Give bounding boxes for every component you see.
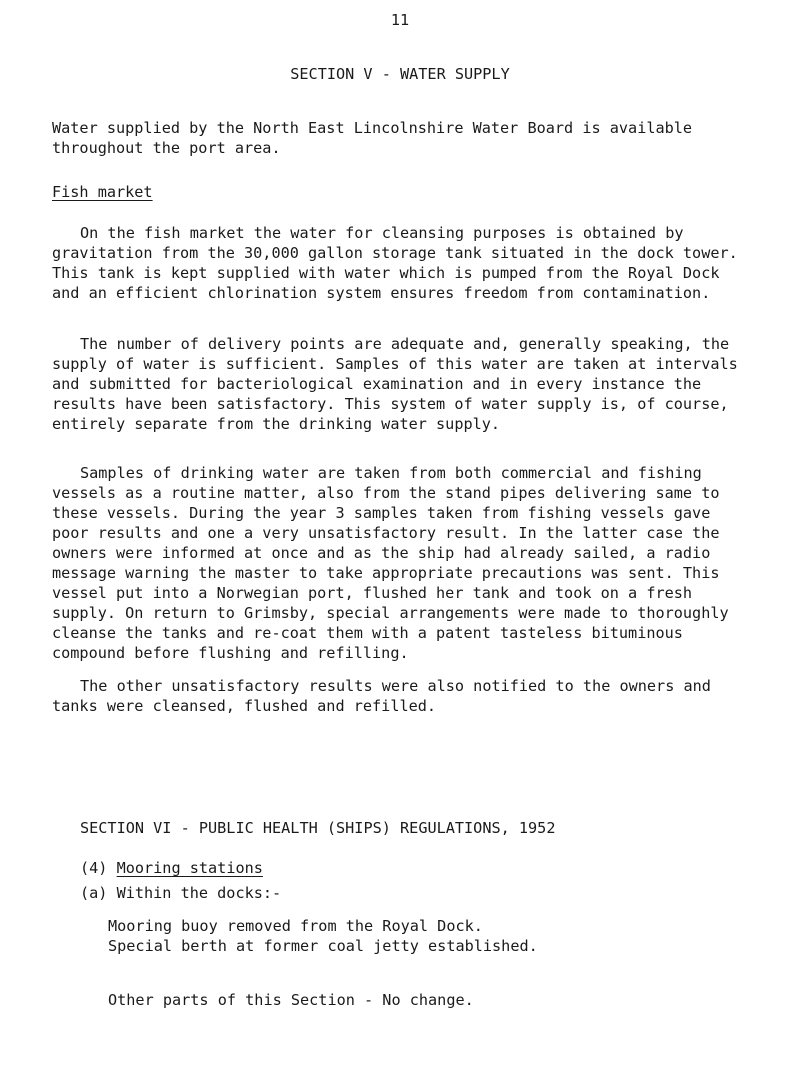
intro-paragraph: Water supplied by the North East Lincolnshire Water Board is available throughout the port area. [52,119,693,157]
item-number: (4) [80,859,108,877]
mooring-line-1: Mooring buoy removed from the Royal Dock. [108,917,483,935]
section-vi-title: SECTION VI - PUBLIC HEALTH (SHIPS) REGULATIONS, 1952 [80,819,556,837]
fish-market-heading: Fish market [52,183,153,201]
fish-market-paragraph-1: On the fish market the water for cleansing purposes is obtained by gravitation from the 30,000 gallon storage tank situated in the dock tower. This tank is kept supplied with water which is pumped from the Royal Dock and an efficient chlorination system ensures freedom from contamination. [52,224,738,302]
fish-market-paragraph-2: The number of delivery points are adequate and, generally speaking, the supply of water is sufficient. Samples of this water are taken at intervals and submitted for bacteriological examination and in every instance the results have been satisfactory. This system of water supply is, of course, entirely separate from the drinking water supply. [52,335,738,433]
fish-market-paragraph-4: The other unsatisfactory results were also notified to the owners and tanks were cleansed, flushed and refilled. [52,677,711,715]
other-parts-line: Other parts of this Section - No change. [108,991,474,1009]
mooring-line-2: Special berth at former coal jetty established. [108,937,538,955]
mooring-stations-item [80,858,263,878]
section-v-title: SECTION V - WATER SUPPLY [290,65,510,83]
mooring-stations-heading: Mooring stations [116,859,263,877]
page-number: 11 [390,11,410,29]
fish-market-paragraph-3: Samples of drinking water are taken from both commercial and fishing vessels as a routine matter, also from the stand pipes delivering same to these vessels. During the year 3 samples taken from fishing vessels gave poor results and one a very unsatisfactory result. In the latter case the owners were informed at once and as the ship had already sailed, a radio message warning the master to take appropriate precautions was sent. This vessel put into a Norwegian port, flushed her tank and took on a fresh supply. On return to Grimsby, special arrangements were made to thoroughly cleanse the tanks and re-coat them with a patent tasteless bituminous compound before flushing and refilling. [52,464,729,662]
within-docks-subitem: (a) Within the docks:- [80,884,282,902]
